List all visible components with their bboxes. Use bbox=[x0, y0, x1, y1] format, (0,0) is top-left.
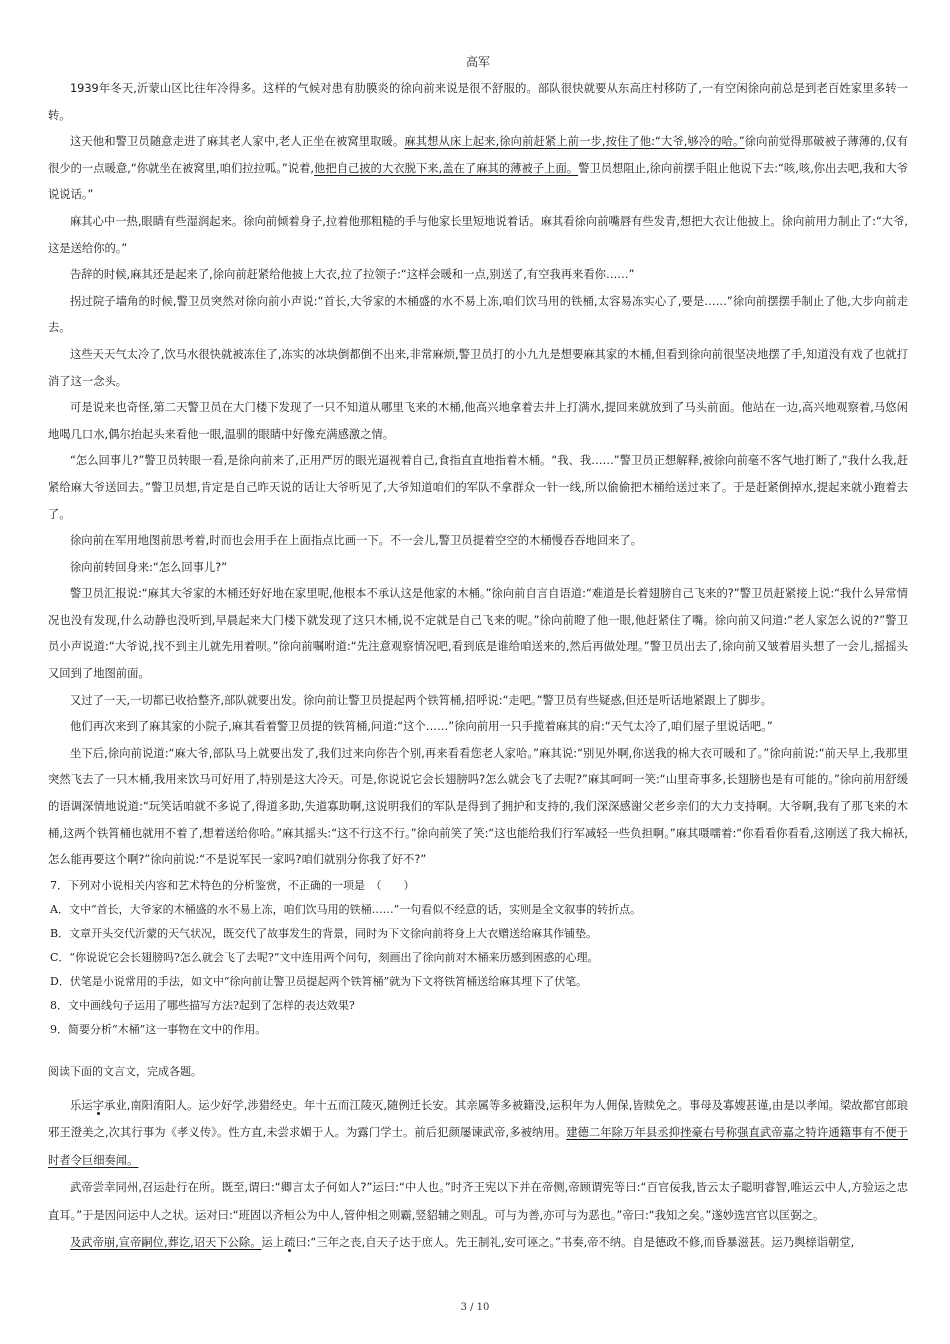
text-run: 武帝尝幸同州,召运赴行在所。既至,谓曰:“卿言太子何如人?”运曰:“中人也。”时齐王宪以下并在帝侧,帝顾谓宪等曰:“百官佞我,皆云太子聪明睿智,唯运云中人,方验运之忠直耳。”于是因问运中人之状。运对曰:“班固以齐桓公为中人,管仲相之则霸,竖貂辅之则乱。可与为善,亦可与为恶也。”帝曰:“我知之矣。”遂妙选宫官以匡弼之。 bbox=[48, 1181, 908, 1222]
paragraph bbox=[48, 129, 908, 209]
underlined-sentence: 建德二年除万年县丞抑挫豪右号称强直武帝嘉之特许通籍事有不便于时者令巨细奏闻。 bbox=[48, 1126, 908, 1167]
answer-option: B．文章开头交代沂蒙的天气状况，既交代了故事发生的背景，同时为下文徐向前将身上大衣赠送给麻其作铺垫。 bbox=[50, 926, 598, 940]
text-run: 警卫员想阻止,徐向前摆手阻止他说下去:“咳,咳,你出去吧,我和大爷说说话。” bbox=[48, 161, 908, 202]
paragraph bbox=[48, 1092, 908, 1175]
answer-option: C．“你说说它会长翅膀吗?怎么就会飞了去呢?”文中连用两个问句，刻画出了徐向前对木桶来历感到困惑的心理。 bbox=[50, 950, 599, 964]
answer-option: A．文中“首长，大爷家的木桶盛的水不易上冻，咱们饮马用的铁桶……”一句看似不经意的话，实则是全文叙事的转折点。 bbox=[50, 902, 642, 916]
emphasis-char: 疏 bbox=[284, 1236, 296, 1250]
text-run: 曰:“三年之丧,自天子达于庶人。先王制礼,安可诬之。”书奏,帝不纳。自是德政不修,而昏暴滋甚。运乃舆榇诣朝堂, bbox=[295, 1236, 855, 1250]
paragraph bbox=[48, 209, 908, 262]
paragraph bbox=[48, 289, 908, 342]
paragraph bbox=[48, 741, 908, 874]
paragraph bbox=[48, 448, 908, 528]
page-number: 3 / 10 bbox=[460, 1302, 490, 1313]
question-item: 9．简要分析“木桶”这一事物在文中的作用。 bbox=[50, 1022, 267, 1036]
text-run: 拐过院子墙角的时候,警卫员突然对徐向前小声说:“首长,大爷家的木桶盛的水不易上冻,咱们饮马用的铁桶,太容易冻实心了,要是……”徐向前摆摆手制止了他,大步向前走去。 bbox=[48, 294, 908, 335]
text-run: 1939年冬天,沂蒙山区比往年冷得多。这样的气候对患有肋膜炎的徐向前来说是很不舒服的。部队很快就要从东高庄村移防了,一有空闲徐向前总是到老百姓家里多转一转。 bbox=[48, 82, 908, 122]
paragraph bbox=[48, 262, 908, 289]
story-title: 高军 bbox=[465, 55, 490, 69]
story-body bbox=[48, 76, 908, 874]
question-7: 7．下列对小说相关内容和艺术特色的分析鉴赏，不正确的一项是 （ ） bbox=[50, 878, 415, 892]
underlined-sentence: 他把自己披的大衣脱下来,盖在了麻其的薄被子上面。 bbox=[314, 161, 579, 175]
paragraph bbox=[48, 528, 908, 555]
paragraph bbox=[48, 395, 908, 448]
paragraph bbox=[48, 1174, 908, 1229]
answer-option: D．伏笔是小说常用的手法，如文中“徐向前让警卫员提起两个铁筲桶”就为下文将铁筲桶送给麻其埋下了伏笔。 bbox=[50, 974, 588, 988]
text-run: 徐向前觉得那破被子薄薄的,仅有很少的一点暖意,“你就坐在被窝里,咱们拉拉呱。”说着, bbox=[48, 135, 908, 175]
underlined-sentence: 及武帝崩,宣帝嗣位,葬讫,诏天下公除。 bbox=[70, 1236, 262, 1250]
text-run: 徐向前转回身来:“怎么回事儿?” bbox=[70, 560, 228, 574]
text-run: 可是说来也奇怪,第二天警卫员在大门楼下发现了一只不知道从哪里飞来的木桶,他高兴地拿着去井上打满水,提回来就放到了马头前面。他站在一边,高兴地观察着,马悠闲地喝几口水,偶尔抬起头来看他一眼,温驯的眼睛中好像充满感激之情。 bbox=[48, 401, 908, 441]
classical-intro: 阅读下面的文言文，完成各题。 bbox=[48, 1064, 202, 1078]
document-page bbox=[48, 54, 908, 1257]
question-item: 8．文中画线句子运用了哪些描写方法?起到了怎样的表达效果? bbox=[50, 998, 355, 1012]
paragraph bbox=[48, 581, 908, 687]
text-run: 麻其心中一热,眼睛有些湿润起来。徐向前倾着身子,拉着他那粗糙的手与他家长里短地说着话。麻其看徐向前嘴唇有些发青,想把大衣让他披上。徐向前用力制止了:“大爷,这是送给你的。” bbox=[48, 214, 908, 255]
text-run: “怎么回事儿?”警卫员转眼一看,是徐向前来了,正用严厉的眼光逼视着自己,食指直直地指着木桶。“我、我……”警卫员正想解释,被徐向前毫不客气地打断了,“我什么我,赶紧给麻大爷送回去。”警卫员想,肯定是自己昨天说的话让大爷听见了,大爷知道咱们的军队不拿群众一针一线,所以偷偷把木桶给送过来了。于是赶紧倒掉水,提起来就小跑着去了。 bbox=[48, 454, 908, 521]
classical-body bbox=[48, 1092, 908, 1257]
paragraph bbox=[48, 688, 908, 715]
text-run: 警卫员汇报说:“麻其大爷家的木桶还好好地在家里呢,他根本不承认这是他家的木桶。”徐向前自言自语道:“难道是长着翅膀自己飞来的?”警卫员赶紧接上说:“我什么异常情况也没有发现,什么动静也没听到,早晨起来大门楼下就发现了这只木桶,说不定就是自己飞来的呢。”徐向前瞪了他一眼,他赶紧住了嘴。徐向前又问道:“老人家怎么说的?”警卫员小声说道:“大爷说,找不到主儿就先用着呗。”徐向前嘱咐道:“先注意观察情况吧,看到底是谁给咱送来的,然后再做处理。”警卫员出去了,徐向前又皱着眉头想了一会儿,摇摇头又回到了地图前面。 bbox=[48, 587, 908, 681]
text-run: 运上 bbox=[261, 1236, 285, 1250]
text-run: 他们再次来到了麻其家的小院子,麻其看着警卫员提的铁筲桶,问道:“这个……”徐向前用一只手揽着麻其的肩:“天气太冷了,咱们屋子里说话吧。” bbox=[70, 720, 773, 734]
text-run: 承业,南阳淯阳人。运少好学,涉猎经史。年十五而江陵灭,随例迁长安。其亲属等多被籍没,运积年为人佣保,皆赎免之。事母及寡嫂甚谨,由是以孝闻。梁故都官郎琅邪王澄美之,次其行事为《孝义传》。性方直,未尝求媚于人。为露门学士。前后犯颜屡谏武帝,多被纳用。 bbox=[48, 1098, 908, 1140]
emphasis-char: 字 bbox=[92, 1098, 105, 1112]
paragraph bbox=[48, 342, 908, 395]
text-run: 坐下后,徐向前说道:“麻大爷,部队马上就要出发了,我们过来向你告个别,再来看看您老人家哈。”麻其说:“别见外啊,你送我的棉大衣可暖和了。”徐向前说:“前天早上,我那里突然飞去了一只木桶,我用来饮马可好用了,特别是这大冷天。可是,你说说它会长翅膀吗?怎么就会飞了去呢?”麻其呵呵一笑:“山里奇事多,长翅膀也是有可能的。”徐向前用舒缓的语调深情地说道:“玩笑话咱就不多说了,得道多助,失道寡助啊,这说明我们的军队是得到了拥护和支持的,我们深深感谢父老乡亲们的大力支持啊。大爷啊,我有了那飞来的木桶,这两个铁筲桶也就用不着了,想着送给你哈。”麻其摇头:“这不行这不行。”徐向前笑了笑:“这也能给我们行军减轻一些负担啊。”麻其嗫嚅着:“你看看你看看,这刚送了我大棉袄,怎么能再要这个啊?”徐向前说:“不是说军民一家吗?咱们就别分你我了好不?” bbox=[48, 746, 908, 867]
text-run: 徐向前在军用地图前思考着,时而也会用手在上面指点比画一下。不一会儿,警卫员提着空空的木桶慢吞吞地回来了。 bbox=[70, 534, 643, 548]
paragraph bbox=[48, 1229, 908, 1257]
underlined-sentence: 麻其想从床上起来,徐向前赶紧上前一步,按住了他:“大爷,够冷的哈。” bbox=[404, 135, 745, 149]
paragraph bbox=[48, 76, 908, 129]
text-run: 告辞的时候,麻其还是起来了,徐向前赶紧给他披上大衣,拉了拉领子:“这样会暖和一点,别送了,有空我再来看你……” bbox=[70, 268, 635, 282]
text-run: 这天他和警卫员随意走进了麻其老人家中,老人正坐在被窝里取暖。 bbox=[70, 135, 405, 149]
section-gap bbox=[48, 1042, 908, 1060]
text-run: 这些天天气太冷了,饮马水很快就被冻住了,冻实的冰块倒都倒不出来,非常麻烦,警卫员打的小九九是想要麻其家的木桶,但看到徐向前很坚决地摆了手,知道没有戏了也就打消了这一念头。 bbox=[48, 347, 908, 388]
text-run: 又过了一天,一切都已收拾整齐,部队就要出发。徐向前让警卫员提起两个铁筲桶,招呼说:“走吧。”警卫员有些疑惑,但还是听话地紧跟上了脚步。 bbox=[70, 693, 773, 707]
text-run: 乐运 bbox=[70, 1098, 93, 1112]
paragraph bbox=[48, 714, 908, 741]
question-list bbox=[48, 874, 908, 1042]
paragraph bbox=[48, 555, 908, 582]
